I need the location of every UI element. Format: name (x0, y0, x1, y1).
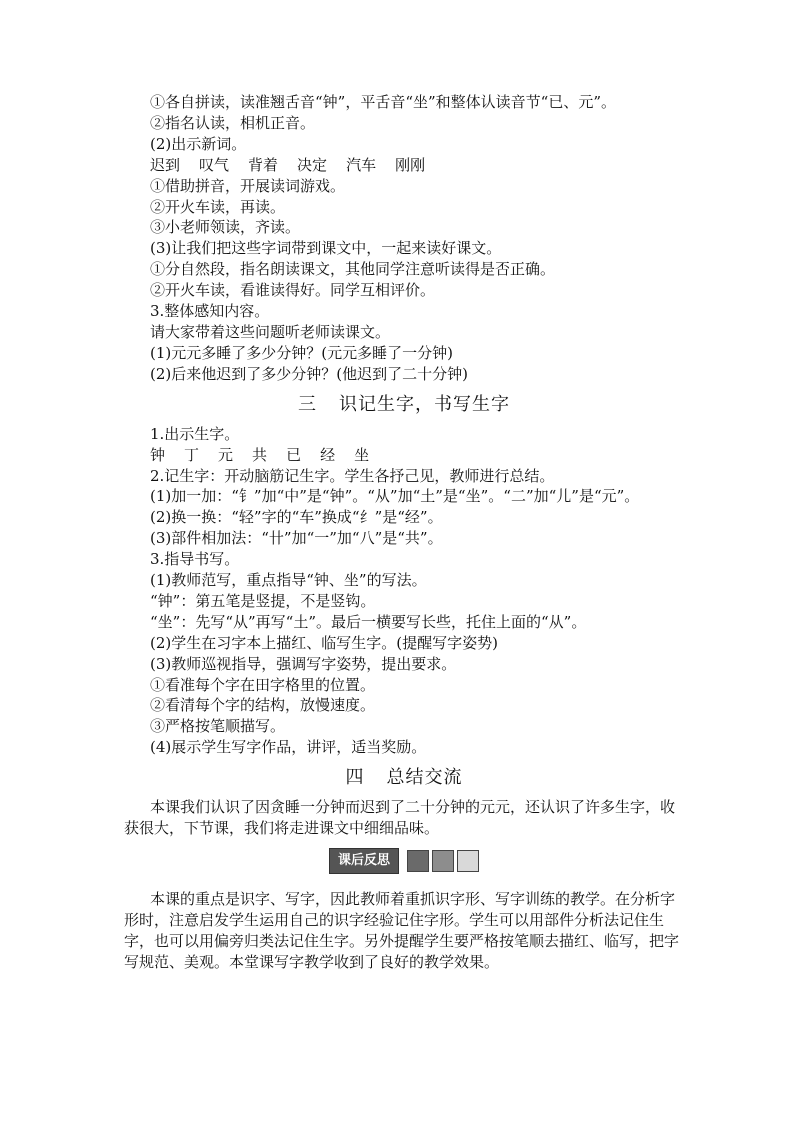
section-number: 四 (345, 767, 365, 789)
text-line: ①分自然段，指名朗读课文，其他同学注意听读得是否正确。 (150, 260, 556, 279)
new-character: 共 (252, 445, 268, 464)
new-characters-list (124, 445, 684, 466)
text-line: ③严格按笔顺描写。 (150, 717, 286, 736)
text-line: 3.整体感知内容。 (150, 302, 270, 321)
new-character: 经 (320, 445, 336, 464)
section-heading-4 (124, 768, 684, 788)
text-line: (1)元元多睡了多少分钟？(元元多睡了一分钟) (150, 343, 453, 362)
new-word: 决定 (297, 155, 328, 174)
text-line: (3)让我们把这些字词带到课文中，一起来读好课文。 (150, 239, 502, 258)
text-line: ①借助拼音，开展读词游戏。 (150, 176, 346, 195)
new-word: 迟到 (150, 155, 181, 174)
new-character: 元 (218, 445, 234, 464)
banner-label: 课后反思 (329, 848, 399, 874)
paragraph: 本课的重点是识字、写字，因此教师着重抓识字形、写字训练的教学。在分析字形时，注意启发学生运用自己的识字经验记住字形。学生可以用部件分析法记住生字，也可以用偏旁归类法记住生字。另外提醒学生要严格按笔顺去描红、临写，把字写规范、美观。本堂课写字教学收到了良好的教学效果。 (124, 890, 680, 971)
decorative-square (432, 850, 454, 872)
text-line: (1)教师范写，重点指导“钟、坐”的写法。 (150, 571, 427, 590)
document-page (124, 92, 684, 973)
text-line: ②指名认读，相机正音。 (150, 113, 316, 132)
section-title: 总结交流 (386, 767, 463, 789)
paragraph: 本课我们认识了因贪睡一分钟而迟到了二十分钟的元元，还认识了许多生字，收获很大，下节课，我们将走进课文中细细品味。 (124, 798, 676, 838)
decorative-square (457, 850, 479, 872)
text-line: ②开火车读，看谁读得好。同学互相评价。 (150, 281, 436, 300)
text-line: (3)教师巡视指导，强调写字姿势，提出要求。 (150, 654, 457, 673)
text-line: ②开火车读，再读。 (150, 197, 286, 216)
text-line: (2)换一换：“轻”字的“车”换成“纟”是“经”。 (150, 508, 443, 527)
section-number: 三 (298, 393, 317, 415)
new-word: 刚刚 (395, 155, 426, 174)
text-line: (2)后来他迟到了多少分钟？(他迟到了二十分钟) (150, 364, 468, 383)
text-line: 3.指导书写。 (150, 550, 240, 569)
text-line: 1.出示生字。 (150, 424, 240, 443)
text-line: ②看清每个字的结构，放慢速度。 (150, 696, 376, 715)
reflection-banner (124, 849, 684, 873)
text-line: (3)部件相加法：“卄”加“一”加“八”是“共”。 (150, 529, 443, 548)
paragraph: (1)加一加：“钅”加“中”是“钟”。“从”加“土”是“坐”。“二”加“儿”是“元”。 (150, 487, 640, 506)
text-line: (2)出示新词。 (150, 134, 247, 153)
new-character: 丁 (184, 445, 200, 464)
new-word: 汽车 (346, 155, 377, 174)
new-word: 背着 (248, 155, 279, 174)
text-line: (4)展示学生写字作品，讲评，适当奖励。 (150, 738, 427, 757)
new-character: 坐 (354, 445, 370, 464)
text-line: ①看准每个字在田字格里的位置。 (150, 675, 376, 694)
section-title: 识记生字，书写生字 (339, 393, 510, 415)
text-line: 2.记生字：开动脑筋记生字。学生各抒己见，教师进行总结。 (150, 466, 555, 485)
new-word: 叹气 (199, 155, 230, 174)
new-character: 钟 (150, 445, 166, 464)
new-words-list (124, 155, 684, 176)
text-line: ③小老师领读，齐读。 (150, 218, 301, 237)
text-line: ①各自拼读，读准翘舌音“钟”，平舌音“坐”和整体认读音节“已、元”。 (150, 93, 617, 111)
new-character: 已 (286, 445, 302, 464)
text-line: “钟”：第五笔是竖提，不是竖钩。 (150, 591, 376, 610)
text-line: “坐”：先写“从”再写“土”。最后一横要写长些，托住上面的“从”。 (150, 612, 587, 631)
section-heading-3 (124, 395, 684, 415)
decorative-square (407, 850, 429, 872)
text-line: 请大家带着这些问题听老师读课文。 (150, 322, 391, 341)
text-line: (2)学生在习字本上描红、临写生字。(提醒写字姿势) (150, 633, 498, 652)
